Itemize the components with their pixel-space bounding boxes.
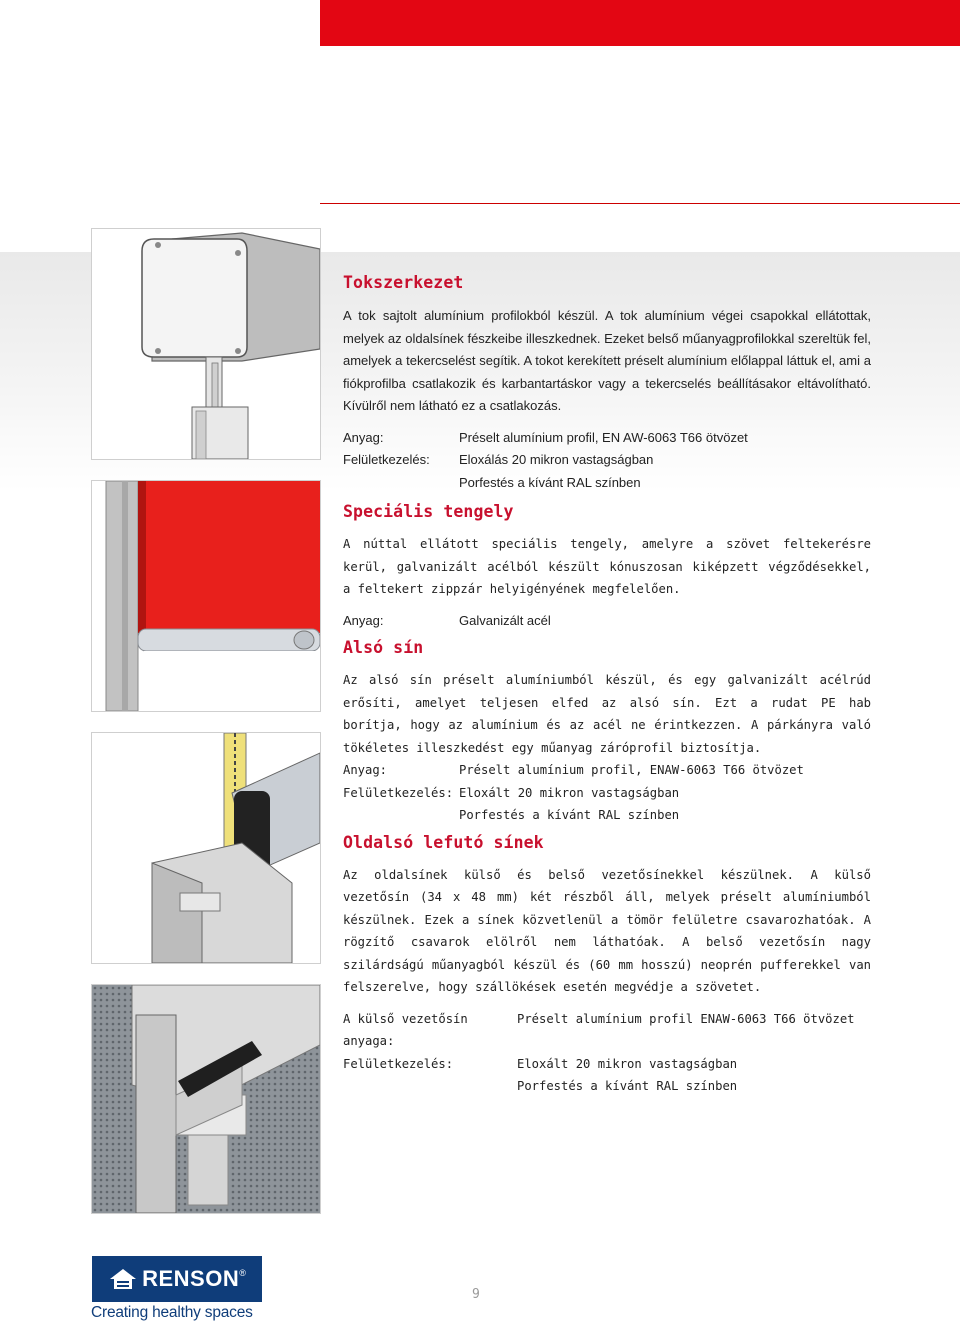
section-body-oldalso: Az oldalsínek külső és belső vezetősínekkel készülnek. A külső vezetősín (34 x 48 mm) két részből áll, melyek préselt alumíniumból készülnek. Ezek a sínek közvetlenül a tömör felületre csavarozhatóak. A rögzítő csavarok elölről nem láthatóak. A belső vezetősín nagy szilárdságú műanyagból készül és (60 mm hosszú) neoprén pufferekkel van felszerelve, hogy szállökések esetén megvédje a szövetet. xyxy=(343,867,871,994)
specs-also xyxy=(343,759,871,827)
spec-row xyxy=(343,427,871,450)
specs-oldalso xyxy=(343,1008,871,1098)
spec-value: Préselt alumínium profil, EN AW-6063 T66 ötvözet xyxy=(459,429,748,445)
spec-label: Anyag: xyxy=(343,612,384,628)
spec-label xyxy=(343,472,459,495)
spec-value: Eloxálás 20 mikron vastagságban xyxy=(459,452,654,467)
content-column xyxy=(343,270,871,1098)
spec-row xyxy=(343,1053,871,1076)
spec-row xyxy=(343,1008,871,1053)
section-body-tok: A tok sajtolt alumínium profilokból készül. A tok alumínium végei csapokkal ellátottak, melyek az oldalsínek fészkeibe illeszkednek. Ezeket belső műanyagprofilokkal szereltük fel, amelyek a tekercselést segítik. A tokot kerekített préselt alumínium előlappal láttuk el, ami a fiókprofilba csatlakozik és karbantartáskor vagy a tekercselés beállításakor eltávolítható. Kívülről nem látható ez a csatlakozás. xyxy=(343,308,871,413)
spec-label: Felületkezelés: xyxy=(343,1056,454,1071)
spec-row xyxy=(343,449,871,472)
spec-label xyxy=(343,1075,517,1098)
top-accent-bar xyxy=(320,0,960,46)
figure-bottom-rail xyxy=(91,732,321,964)
section-title-tengely: Speciális tengely xyxy=(343,502,514,521)
section-title-tok: Tokszerkezet xyxy=(343,273,464,292)
section-title-also: Alsó sín xyxy=(343,638,424,657)
spec-value: Eloxált 20 mikron vastagságban xyxy=(459,785,680,800)
spec-row xyxy=(343,610,871,633)
spec-value: Galvanizált acél xyxy=(459,612,551,628)
specs-tengely xyxy=(343,610,871,633)
spec-label: A külső vezetősín anyaga: xyxy=(343,1011,468,1048)
section-body-tengely: A núttal ellátott speciális tengely, amelyre a szövet feltekerésre kerül, galvanizált acélból készült kónuszosan kiképzett végződésekkel, a feltekert zippzár helyigényének megfelelően. xyxy=(343,537,871,596)
specs-tok xyxy=(343,427,871,495)
spec-label xyxy=(343,804,459,827)
section-title-oldalso: Oldalsó lefutó sínek xyxy=(343,832,544,852)
brand-name: RENSON xyxy=(142,1266,240,1291)
spec-label: Anyag: xyxy=(343,763,388,777)
figure-side-rail xyxy=(91,984,321,1214)
renson-logo xyxy=(92,1256,262,1302)
header-rule xyxy=(320,203,960,204)
spec-value: Porfestés a kívánt RAL színben xyxy=(459,808,680,822)
section-body-also: Az alsó sín préselt alumíniumból készül, és egy galvanizált acélrúd erősíti, amelyet teljesen elfed az alsó sín. Ezt a rudat PE hab borítja, hogy az alumínium és az acél ne érintkezzen. A párkányra való tökéletes illeszkedést egy műanyag záróprofil biztosítja. xyxy=(343,673,871,755)
spec-row xyxy=(343,782,871,805)
spec-value: Porfestés a kívánt RAL színben xyxy=(459,474,641,490)
figure-fabric-shaft xyxy=(91,480,321,712)
page-number: 9 xyxy=(472,1287,480,1302)
spec-label: Felületkezelés: xyxy=(343,452,430,467)
spec-row xyxy=(343,804,871,827)
spec-row xyxy=(343,472,871,495)
tagline: Creating healthy spaces xyxy=(91,1304,253,1321)
figure-cassette-end xyxy=(91,228,321,460)
spec-row xyxy=(343,1075,871,1098)
spec-value: Préselt alumínium profil ENAW-6063 T66 ötvözet xyxy=(517,1011,855,1026)
spec-row xyxy=(343,759,871,782)
spec-value: Préselt alumínium profil, ENAW-6063 T66 ötvözet xyxy=(459,763,804,777)
registered-mark: ® xyxy=(239,1268,246,1278)
spec-value: Porfestés a kívánt RAL színben xyxy=(517,1079,738,1093)
spec-label: Anyag: xyxy=(343,429,384,445)
spec-label: Felületkezelés: xyxy=(343,785,454,800)
spec-value: Eloxált 20 mikron vastagságban xyxy=(517,1056,738,1071)
house-icon xyxy=(108,1267,138,1291)
